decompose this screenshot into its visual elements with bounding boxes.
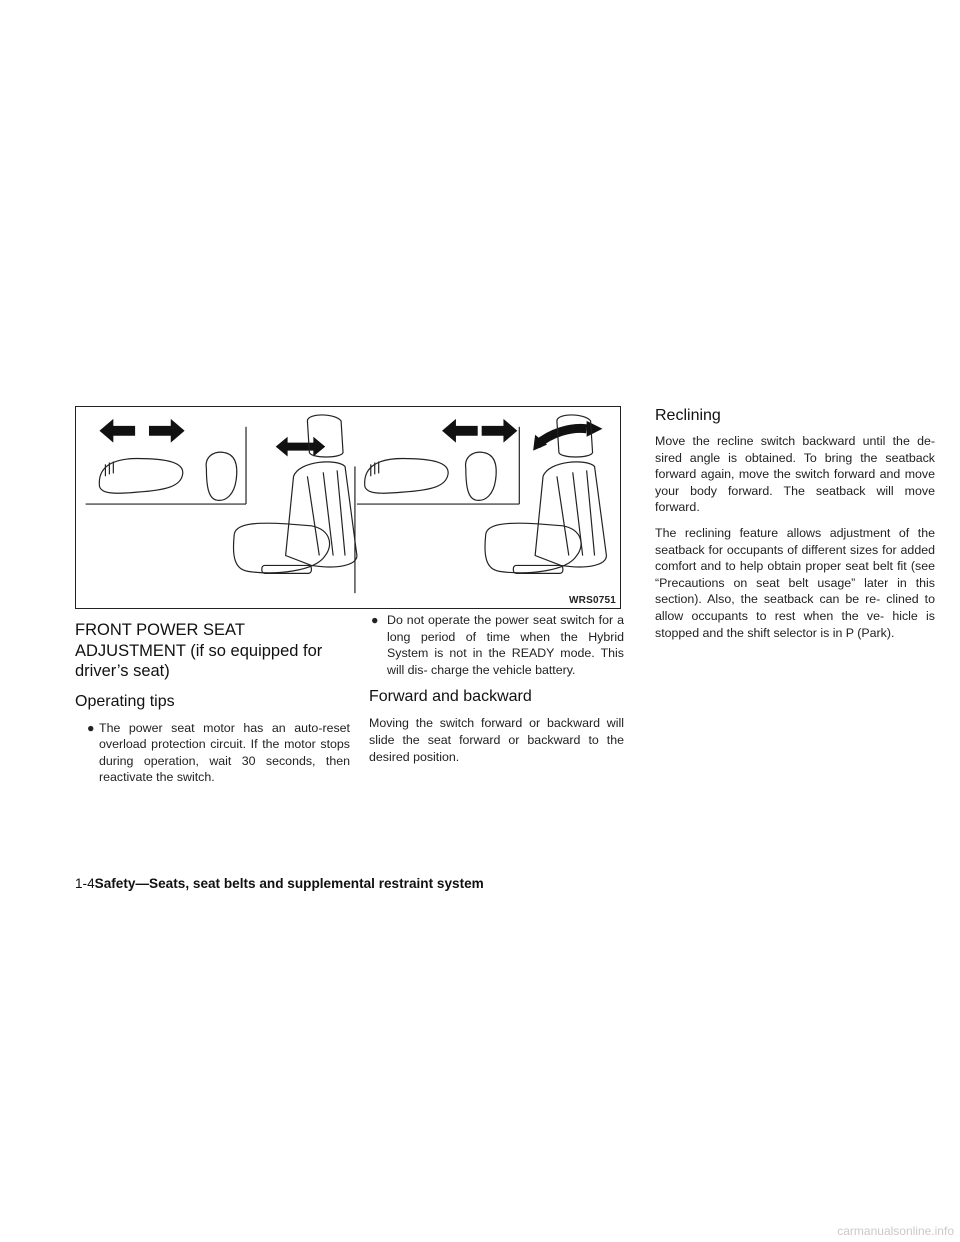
column-3 xyxy=(655,406,935,650)
page-number: 1-4 xyxy=(75,876,95,891)
chapter-title: Safety—Seats, seat belts and supplemental restraint system xyxy=(94,876,484,891)
seat-icon xyxy=(233,415,356,593)
arrow-left-icon xyxy=(99,419,135,443)
bullet-icon: ● xyxy=(87,720,95,735)
bullet-text: The power seat motor has an auto-reset overload protection circuit. If the motor stops during operation, wait 30 seconds, then reactivate the switch. xyxy=(99,720,350,785)
seat-diagram xyxy=(76,407,620,608)
double-arrow-icon xyxy=(276,437,326,457)
seat-adjustment-illustration xyxy=(75,406,621,609)
figure-code: WRS0751 xyxy=(569,595,616,606)
bullet-item xyxy=(369,612,624,678)
arrow-left-icon-2 xyxy=(442,419,478,443)
subsection-reclining: Reclining xyxy=(655,407,721,424)
arrow-right-icon-2 xyxy=(482,419,518,443)
watermark: carmanualsonline.info xyxy=(837,1224,954,1238)
bullet-text: Do not operate the power seat switch for a long period of time when the Hybrid System is not in the READY mode. This will dis- charge the vehicle battery. xyxy=(387,613,624,677)
subsection-operating-tips: Operating tips xyxy=(75,692,175,710)
paragraph: Moving the switch forward or backward will slide the seat forward or backward to the desired position. xyxy=(369,716,624,764)
paragraph: The reclining feature allows adjustment of the seatback for occupants of different sizes for added comfort and to help obtain proper seat belt fit (see “Precautions on seat belt usage” later in this section). Also, the seatback can be re- clined to allow occupants to rest when the ve- hicle is stopped and the shift selector is in P (Park). xyxy=(655,525,935,640)
subsection-forward-backward: Forward and backward xyxy=(369,688,532,706)
arrow-right-icon xyxy=(149,419,185,443)
bullet-item xyxy=(75,720,350,786)
page-footer xyxy=(75,876,484,891)
bullet-icon: ● xyxy=(371,613,379,627)
column-1 xyxy=(75,620,350,795)
column-2 xyxy=(369,612,624,774)
seat-switch-icon xyxy=(99,452,236,500)
recline-switch-icon xyxy=(365,452,497,500)
section-title: FRONT POWER SEAT ADJUSTMENT (if so equipped for driver’s seat) xyxy=(75,621,323,680)
paragraph: Move the recline switch backward until the de- sired angle is obtained. To bring the seatback forward again, move the switch forward and move your body forward. The seatback will move forward. xyxy=(655,434,935,515)
